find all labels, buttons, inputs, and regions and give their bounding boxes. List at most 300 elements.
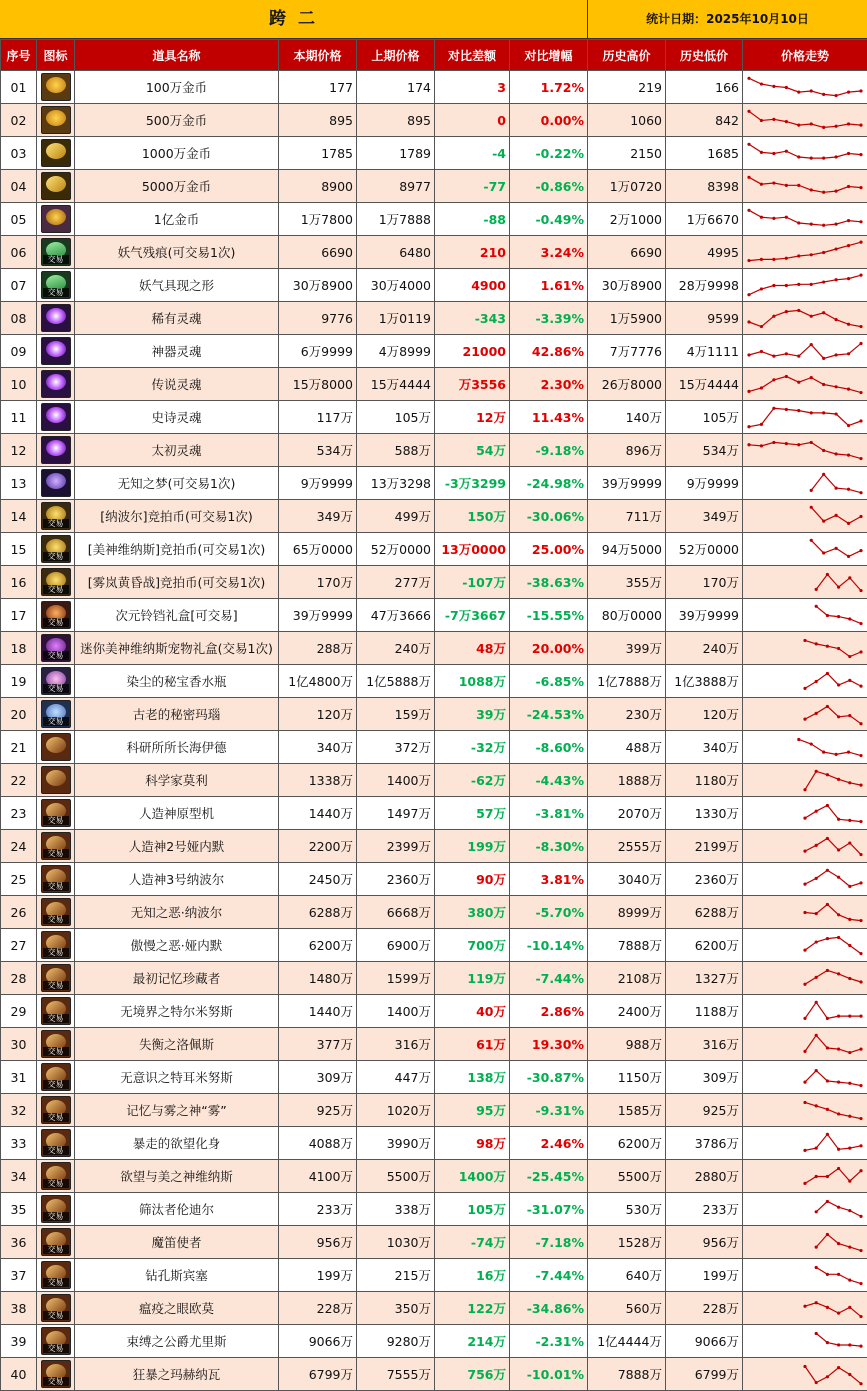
item-name: 筛汰者伦迪尔 (75, 1193, 279, 1226)
item-icon (37, 1292, 75, 1325)
current-price: 895 (279, 104, 357, 137)
history-high: 219 (588, 71, 666, 104)
trend-point (822, 190, 825, 193)
col-icon: 图标 (37, 40, 75, 71)
table-row (1, 731, 867, 764)
trend-point (747, 142, 750, 145)
trend-point (837, 972, 840, 975)
item-icon (37, 269, 75, 302)
change-pct: -30.06% (510, 500, 588, 533)
item-icon (37, 731, 75, 764)
history-low: 199万 (666, 1259, 743, 1292)
history-low: 4万1111 (666, 335, 743, 368)
price-diff: -88 (435, 203, 510, 236)
row-index: 20 (1, 698, 37, 731)
trend-point (797, 221, 800, 224)
row-index: 15 (1, 533, 37, 566)
trend-point (859, 980, 862, 983)
trend-line (749, 408, 861, 426)
current-price: 233万 (279, 1193, 357, 1226)
price-trend (743, 1193, 867, 1226)
row-index: 26 (1, 896, 37, 929)
trend-line (805, 937, 861, 953)
trend-point (859, 1014, 862, 1017)
history-high: 7万7776 (588, 335, 666, 368)
trend-point (848, 678, 851, 681)
trend-point (803, 1080, 806, 1083)
trend-point (797, 155, 800, 158)
history-high: 30万8900 (588, 269, 666, 302)
trend-point (760, 215, 763, 218)
row-index: 17 (1, 599, 37, 632)
card-icon (41, 1294, 71, 1322)
trend-sparkline (743, 336, 867, 367)
trend-sparkline (743, 1260, 867, 1291)
trend-sparkline (743, 171, 867, 202)
previous-price: 47万3666 (357, 599, 435, 632)
item-icon (37, 896, 75, 929)
item-icon (37, 764, 75, 797)
trend-point (803, 638, 806, 641)
table-row (1, 1127, 867, 1160)
trend-point (848, 1305, 851, 1308)
trend-point (810, 314, 813, 317)
price-trend (743, 764, 867, 797)
trend-point (859, 514, 862, 517)
previous-price: 1400万 (357, 995, 435, 1028)
trend-point (837, 1147, 840, 1150)
trade-tag: 交易 (43, 684, 69, 693)
trend-sparkline (743, 270, 867, 301)
trend-point (848, 714, 851, 717)
history-low: 6200万 (666, 929, 743, 962)
trend-point (835, 278, 838, 281)
trend-sparkline (743, 1161, 867, 1192)
change-pct: -8.60% (510, 731, 588, 764)
row-index: 04 (1, 170, 37, 203)
price-diff: -74万 (435, 1226, 510, 1259)
trend-point (847, 151, 850, 154)
trend-line (805, 771, 861, 789)
change-pct: -30.87% (510, 1061, 588, 1094)
trend-point (815, 975, 818, 978)
trend-point (835, 353, 838, 356)
price-trend (743, 632, 867, 665)
trend-point (815, 587, 818, 590)
trend-point (848, 1146, 851, 1149)
current-price: 309万 (279, 1061, 357, 1094)
trend-point (859, 341, 862, 344)
change-pct: 20.00% (510, 632, 588, 665)
price-trend (743, 665, 867, 698)
trend-point (837, 683, 840, 686)
trend-point (772, 117, 775, 120)
previous-price: 316万 (357, 1028, 435, 1061)
trend-point (835, 222, 838, 225)
trend-point (815, 1331, 818, 1334)
card-icon (41, 1261, 71, 1289)
item-name: 人造神3号纳波尔 (75, 863, 279, 896)
item-icon (37, 302, 75, 335)
row-index: 11 (1, 401, 37, 434)
history-high: 2555万 (588, 830, 666, 863)
row-index: 28 (1, 962, 37, 995)
trend-point (847, 554, 850, 557)
trend-point (815, 1146, 818, 1149)
history-low: 842 (666, 104, 743, 137)
gold-pile-icon (41, 205, 71, 233)
current-price: 4100万 (279, 1160, 357, 1193)
previous-price: 8977 (357, 170, 435, 203)
history-low: 105万 (666, 401, 743, 434)
trend-point (837, 935, 840, 938)
table-row (1, 335, 867, 368)
trend-point (859, 684, 862, 687)
current-price: 6200万 (279, 929, 357, 962)
item-icon (37, 500, 75, 533)
trend-point (859, 852, 862, 855)
history-high: 2万1000 (588, 203, 666, 236)
change-pct: -2.31% (510, 1325, 588, 1358)
change-pct: -7.44% (510, 1259, 588, 1292)
trend-point (822, 250, 825, 253)
price-diff: 39万 (435, 698, 510, 731)
item-icon (37, 1193, 75, 1226)
trend-line (805, 673, 861, 688)
trend-point (848, 841, 851, 844)
history-high: 1585万 (588, 1094, 666, 1127)
item-name: 无意识之特耳米努斯 (75, 1061, 279, 1094)
trend-point (859, 419, 862, 422)
trend-point (747, 389, 750, 392)
price-trend (743, 1325, 867, 1358)
trend-point (785, 310, 788, 313)
trend-point (803, 816, 806, 819)
change-pct: -5.70% (510, 896, 588, 929)
item-name: 科研所所长海伊德 (75, 731, 279, 764)
trend-point (835, 546, 838, 549)
trend-point (747, 353, 750, 356)
trend-point (837, 817, 840, 820)
trend-point (803, 686, 806, 689)
previous-price: 1万7888 (357, 203, 435, 236)
trend-point (822, 411, 825, 414)
trend-point (859, 819, 862, 822)
trend-sparkline (743, 468, 867, 499)
trend-point (747, 258, 750, 261)
trend-line (805, 1168, 861, 1183)
history-high: 1888万 (588, 764, 666, 797)
current-price: 6690 (279, 236, 357, 269)
price-trend (743, 302, 867, 335)
trend-point (826, 1305, 829, 1308)
trend-point (859, 491, 862, 494)
change-pct: -8.30% (510, 830, 588, 863)
trend-point (815, 769, 818, 772)
current-price: 1万7800 (279, 203, 357, 236)
row-index: 22 (1, 764, 37, 797)
trend-point (848, 943, 851, 946)
previous-price: 15万4444 (357, 368, 435, 401)
soul-icon (41, 403, 71, 431)
trend-point (822, 448, 825, 451)
item-name: 人造神2号娅内默 (75, 830, 279, 863)
trend-point (815, 876, 818, 879)
crystal-icon (41, 271, 71, 299)
trend-line (805, 706, 861, 723)
trend-sparkline (743, 1326, 867, 1357)
trend-point (797, 380, 800, 383)
trend-point (760, 82, 763, 85)
price-diff: -7万3667 (435, 599, 510, 632)
item-name: 妖气具现之形 (75, 269, 279, 302)
card-icon (41, 1360, 71, 1388)
trend-point (859, 588, 862, 591)
row-index: 34 (1, 1160, 37, 1193)
trade-tag: 交易 (43, 1080, 69, 1089)
price-trend (743, 1226, 867, 1259)
price-diff: -107万 (435, 566, 510, 599)
history-low: 15万4444 (666, 368, 743, 401)
item-name: 1亿金币 (75, 203, 279, 236)
trend-point (810, 742, 813, 745)
trend-point (772, 216, 775, 219)
trend-point (848, 1245, 851, 1248)
trend-point (859, 1382, 862, 1385)
change-pct: -24.53% (510, 698, 588, 731)
change-pct: -9.31% (510, 1094, 588, 1127)
previous-price: 1亿5888万 (357, 665, 435, 698)
history-high: 39万9999 (588, 467, 666, 500)
trend-sparkline (743, 1128, 867, 1159)
table-row (1, 236, 867, 269)
server-title: 跨 二 (269, 9, 318, 29)
item-icon (37, 1127, 75, 1160)
trend-point (835, 412, 838, 415)
history-high: 6690 (588, 236, 666, 269)
trend-point (859, 621, 862, 624)
trend-point (859, 1047, 862, 1050)
row-index: 40 (1, 1358, 37, 1391)
trend-point (785, 352, 788, 355)
history-low: 240万 (666, 632, 743, 665)
change-pct: 1.61% (510, 269, 588, 302)
row-index: 03 (1, 137, 37, 170)
change-pct: -7.44% (510, 962, 588, 995)
col-previous-price: 上期价格 (357, 40, 435, 71)
previous-price: 1020万 (357, 1094, 435, 1127)
history-high: 5500万 (588, 1160, 666, 1193)
history-low: 2360万 (666, 863, 743, 896)
row-index: 02 (1, 104, 37, 137)
trend-point (826, 868, 829, 871)
item-name: 记忆与雾之神“雾” (75, 1094, 279, 1127)
trend-sparkline (743, 204, 867, 235)
change-pct: 1.72% (510, 71, 588, 104)
trade-tag: 交易 (43, 948, 69, 957)
change-pct: -34.86% (510, 1292, 588, 1325)
change-pct: 3.24% (510, 236, 588, 269)
price-diff: 1088万 (435, 665, 510, 698)
history-high: 1060 (588, 104, 666, 137)
trade-tag: 交易 (43, 1179, 69, 1188)
trend-point (826, 1107, 829, 1110)
change-pct: 2.46% (510, 1127, 588, 1160)
change-pct: -3.81% (510, 797, 588, 830)
trend-point (859, 1116, 862, 1119)
trend-point (772, 181, 775, 184)
trend-line (811, 474, 861, 492)
change-pct: -0.86% (510, 170, 588, 203)
change-pct: -10.01% (510, 1358, 588, 1391)
trend-point (815, 1245, 818, 1248)
change-pct: 11.43% (510, 401, 588, 434)
current-price: 1440万 (279, 995, 357, 1028)
item-icon (37, 368, 75, 401)
row-index: 12 (1, 434, 37, 467)
history-low: 9599 (666, 302, 743, 335)
change-pct: -25.45% (510, 1160, 588, 1193)
history-high: 640万 (588, 1259, 666, 1292)
trend-sparkline (743, 1359, 867, 1390)
current-price: 228万 (279, 1292, 357, 1325)
item-name: 暴走的欲望化身 (75, 1127, 279, 1160)
trend-point (822, 156, 825, 159)
trend-point (772, 151, 775, 154)
trend-sparkline (743, 765, 867, 796)
item-name: 狂暴之玛赫纳瓦 (75, 1358, 279, 1391)
item-name: 次元铃铛礼盒[可交易] (75, 599, 279, 632)
change-pct: -15.55% (510, 599, 588, 632)
trend-point (848, 976, 851, 979)
trend-point (826, 1016, 829, 1019)
trade-tag: 交易 (43, 552, 69, 561)
pet-box-icon (41, 634, 71, 662)
previous-price: 6480 (357, 236, 435, 269)
price-trend (743, 863, 867, 896)
trend-point (810, 253, 813, 256)
row-index: 06 (1, 236, 37, 269)
price-trend (743, 269, 867, 302)
trend-point (815, 1104, 818, 1107)
trend-point (810, 122, 813, 125)
trend-point (837, 1047, 840, 1050)
row-index: 21 (1, 731, 37, 764)
row-index: 07 (1, 269, 37, 302)
trend-point (837, 848, 840, 851)
col-history-low: 历史低价 (666, 40, 743, 71)
trend-point (803, 1049, 806, 1052)
history-high: 3040万 (588, 863, 666, 896)
trade-tag: 交易 (43, 1113, 69, 1122)
item-name: 科学家莫利 (75, 764, 279, 797)
trend-point (826, 803, 829, 806)
trend-point (837, 646, 840, 649)
trend-point (810, 89, 813, 92)
change-pct: -0.22% (510, 137, 588, 170)
price-diff: 54万 (435, 434, 510, 467)
trend-point (803, 849, 806, 852)
history-high: 7888万 (588, 1358, 666, 1391)
trend-point (837, 1272, 840, 1275)
history-high: 1亿4444万 (588, 1325, 666, 1358)
previous-price: 13万3298 (357, 467, 435, 500)
table-row (1, 368, 867, 401)
trend-point (810, 222, 813, 225)
trend-point (859, 456, 862, 459)
trend-point (859, 390, 862, 393)
item-icon (37, 533, 75, 566)
table-row (1, 302, 867, 335)
trade-tag: 交易 (43, 585, 69, 594)
change-pct: -4.43% (510, 764, 588, 797)
table-row (1, 434, 867, 467)
trend-point (747, 320, 750, 323)
trend-point (815, 1000, 818, 1003)
change-pct: -24.98% (510, 467, 588, 500)
trend-line (805, 904, 861, 920)
history-low: 9066万 (666, 1325, 743, 1358)
change-pct: 25.00% (510, 533, 588, 566)
trend-point (837, 1014, 840, 1017)
previous-price: 372万 (357, 731, 435, 764)
item-name: 无知之梦(可交易1次) (75, 467, 279, 500)
table-row (1, 1193, 867, 1226)
history-high: 26万8000 (588, 368, 666, 401)
trend-point (822, 382, 825, 385)
trend-point (760, 444, 763, 447)
trend-point (785, 407, 788, 410)
trend-point (848, 576, 851, 579)
price-diff: 48万 (435, 632, 510, 665)
previous-price: 9280万 (357, 1325, 435, 1358)
history-high: 230万 (588, 698, 666, 731)
trend-point (815, 711, 818, 714)
item-icon (37, 467, 75, 500)
previous-price: 215万 (357, 1259, 435, 1292)
previous-price: 338万 (357, 1193, 435, 1226)
previous-price: 895 (357, 104, 435, 137)
table-row (1, 1028, 867, 1061)
table-row (1, 929, 867, 962)
trend-line (805, 870, 861, 886)
item-name: 100万金币 (75, 71, 279, 104)
trade-tag: 交易 (43, 1311, 69, 1320)
previous-price: 30万4000 (357, 269, 435, 302)
price-diff: 119万 (435, 962, 510, 995)
card-icon (41, 1327, 71, 1355)
history-low: 1亿3888万 (666, 665, 743, 698)
table-row (1, 665, 867, 698)
trend-point (810, 440, 813, 443)
item-name: 稀有灵魂 (75, 302, 279, 335)
item-name: 1000万金币 (75, 137, 279, 170)
trend-sparkline (743, 699, 867, 730)
row-index: 29 (1, 995, 37, 1028)
trend-point (760, 150, 763, 153)
trade-tag: 交易 (43, 849, 69, 858)
history-high: 1万5900 (588, 302, 666, 335)
table-row (1, 1094, 867, 1127)
price-diff: 380万 (435, 896, 510, 929)
current-price: 6799万 (279, 1358, 357, 1391)
auction-coin-icon (41, 568, 71, 596)
stat-date: 统计日期：2025年10月10日 (587, 0, 867, 38)
trend-point (822, 311, 825, 314)
table-row (1, 467, 867, 500)
auction-coin-icon (41, 535, 71, 563)
change-pct: -10.14% (510, 929, 588, 962)
